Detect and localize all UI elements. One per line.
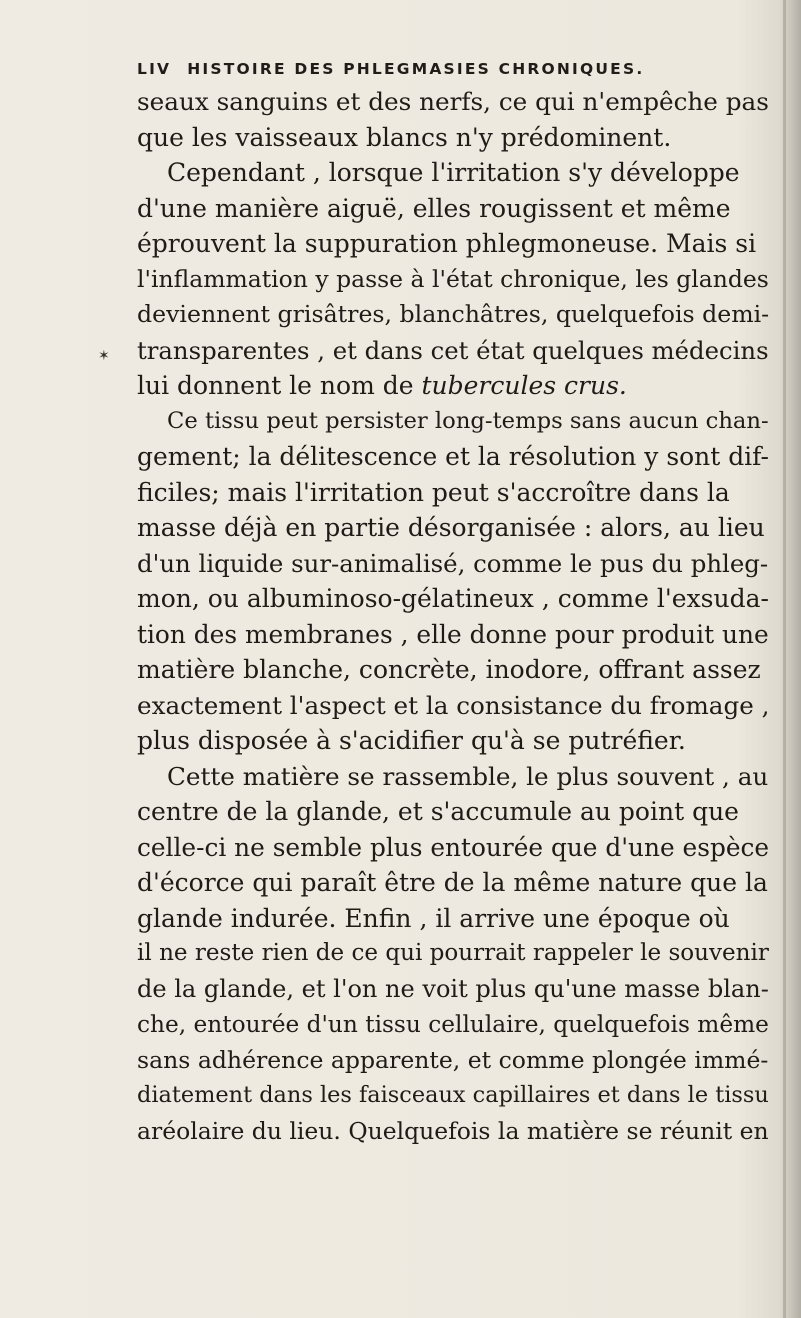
text-line: plus disposée à s'acidifier qu'à se putréfier.: [137, 726, 686, 755]
text-line: que les vaisseaux blancs n'y prédominent.: [137, 122, 672, 152]
text-line: d'écorce qui paraît être de la même nature que la: [137, 868, 768, 897]
text-line: il ne reste rien de ce qui pourrait rappeler le souvenir: [137, 940, 769, 966]
text-line: glande indurée. Enfin , il arrive une époque où: [137, 903, 730, 933]
text-line: de la glande, et l'on ne voit plus qu'une masse blan-: [137, 974, 769, 1003]
page-folio: LIV: [137, 60, 172, 78]
page-gutter-line: [783, 0, 786, 1318]
text-line: Ce tissu peut persister long-temps sans aucun chan-: [167, 407, 769, 434]
text-line: Cette matière se rassemble, le plus souvent , au: [167, 761, 769, 791]
text-line: exactement l'aspect et la consistance du fromage ,: [137, 690, 770, 720]
text-line: l'inflammation y passe à l'état chronique, les glandes: [137, 264, 769, 293]
text-line-start: lui donnent le nom de: [137, 371, 414, 400]
text-line: seaux sanguins et des nerfs, ce qui n'empêche pas: [137, 87, 769, 116]
text-line: tion des membranes , elle donne pour produit une: [137, 619, 769, 649]
text-line: d'un liquide sur-animalisé, comme le pus du phleg-: [137, 548, 769, 578]
text-line: [137, 368, 769, 404]
text-line: éprouvent la suppuration phlegmoneuse. Mais si: [137, 229, 757, 258]
text-line: aréolaire du lieu. Quelquefois la matière se réunit en: [137, 1116, 769, 1145]
running-head: [137, 60, 697, 78]
text-line: celle-ci ne semble plus entourée que d'une espèce: [137, 832, 770, 862]
running-head-title: HISTOIRE DES PHLEGMASIES CHRONIQUES.: [187, 60, 645, 78]
text-line: gement; la délitescence et la résolution y sont dif-: [137, 442, 769, 471]
text-line: che, entourée d'un tissu cellulaire, quelquefois même: [137, 1011, 769, 1038]
text-line: ficiles; mais l'irritation peut s'accroître dans la: [137, 477, 730, 507]
text-line: transparentes , et dans cet état quelques médecins: [137, 335, 769, 365]
text-line: mon, ou albuminoso-gélatineux , comme l'exsuda-: [137, 584, 769, 613]
text-line: Cependant , lorsque l'irritation s'y développe: [167, 158, 740, 187]
text-line: masse déjà en partie désorganisée : alors, au lieu: [137, 513, 765, 542]
margin-mark: ✶: [98, 348, 110, 364]
text-line: d'une manière aiguë, elles rougissent et même: [137, 193, 731, 223]
text-line: diatement dans les faisceaux capillaires et dans le tissu: [137, 1082, 769, 1108]
text-line: matière blanche, concrète, inodore, offrant assez: [137, 655, 761, 684]
text-line: centre de la glande, et s'accumule au point que: [137, 797, 739, 826]
text-line: sans adhérence apparente, et comme plongée immé-: [137, 1045, 769, 1074]
body-text: [137, 84, 769, 1149]
text-line: deviennent grisâtres, blanchâtres, quelquefois demi-: [137, 300, 770, 328]
italic-term: tubercules crus.: [421, 371, 627, 400]
